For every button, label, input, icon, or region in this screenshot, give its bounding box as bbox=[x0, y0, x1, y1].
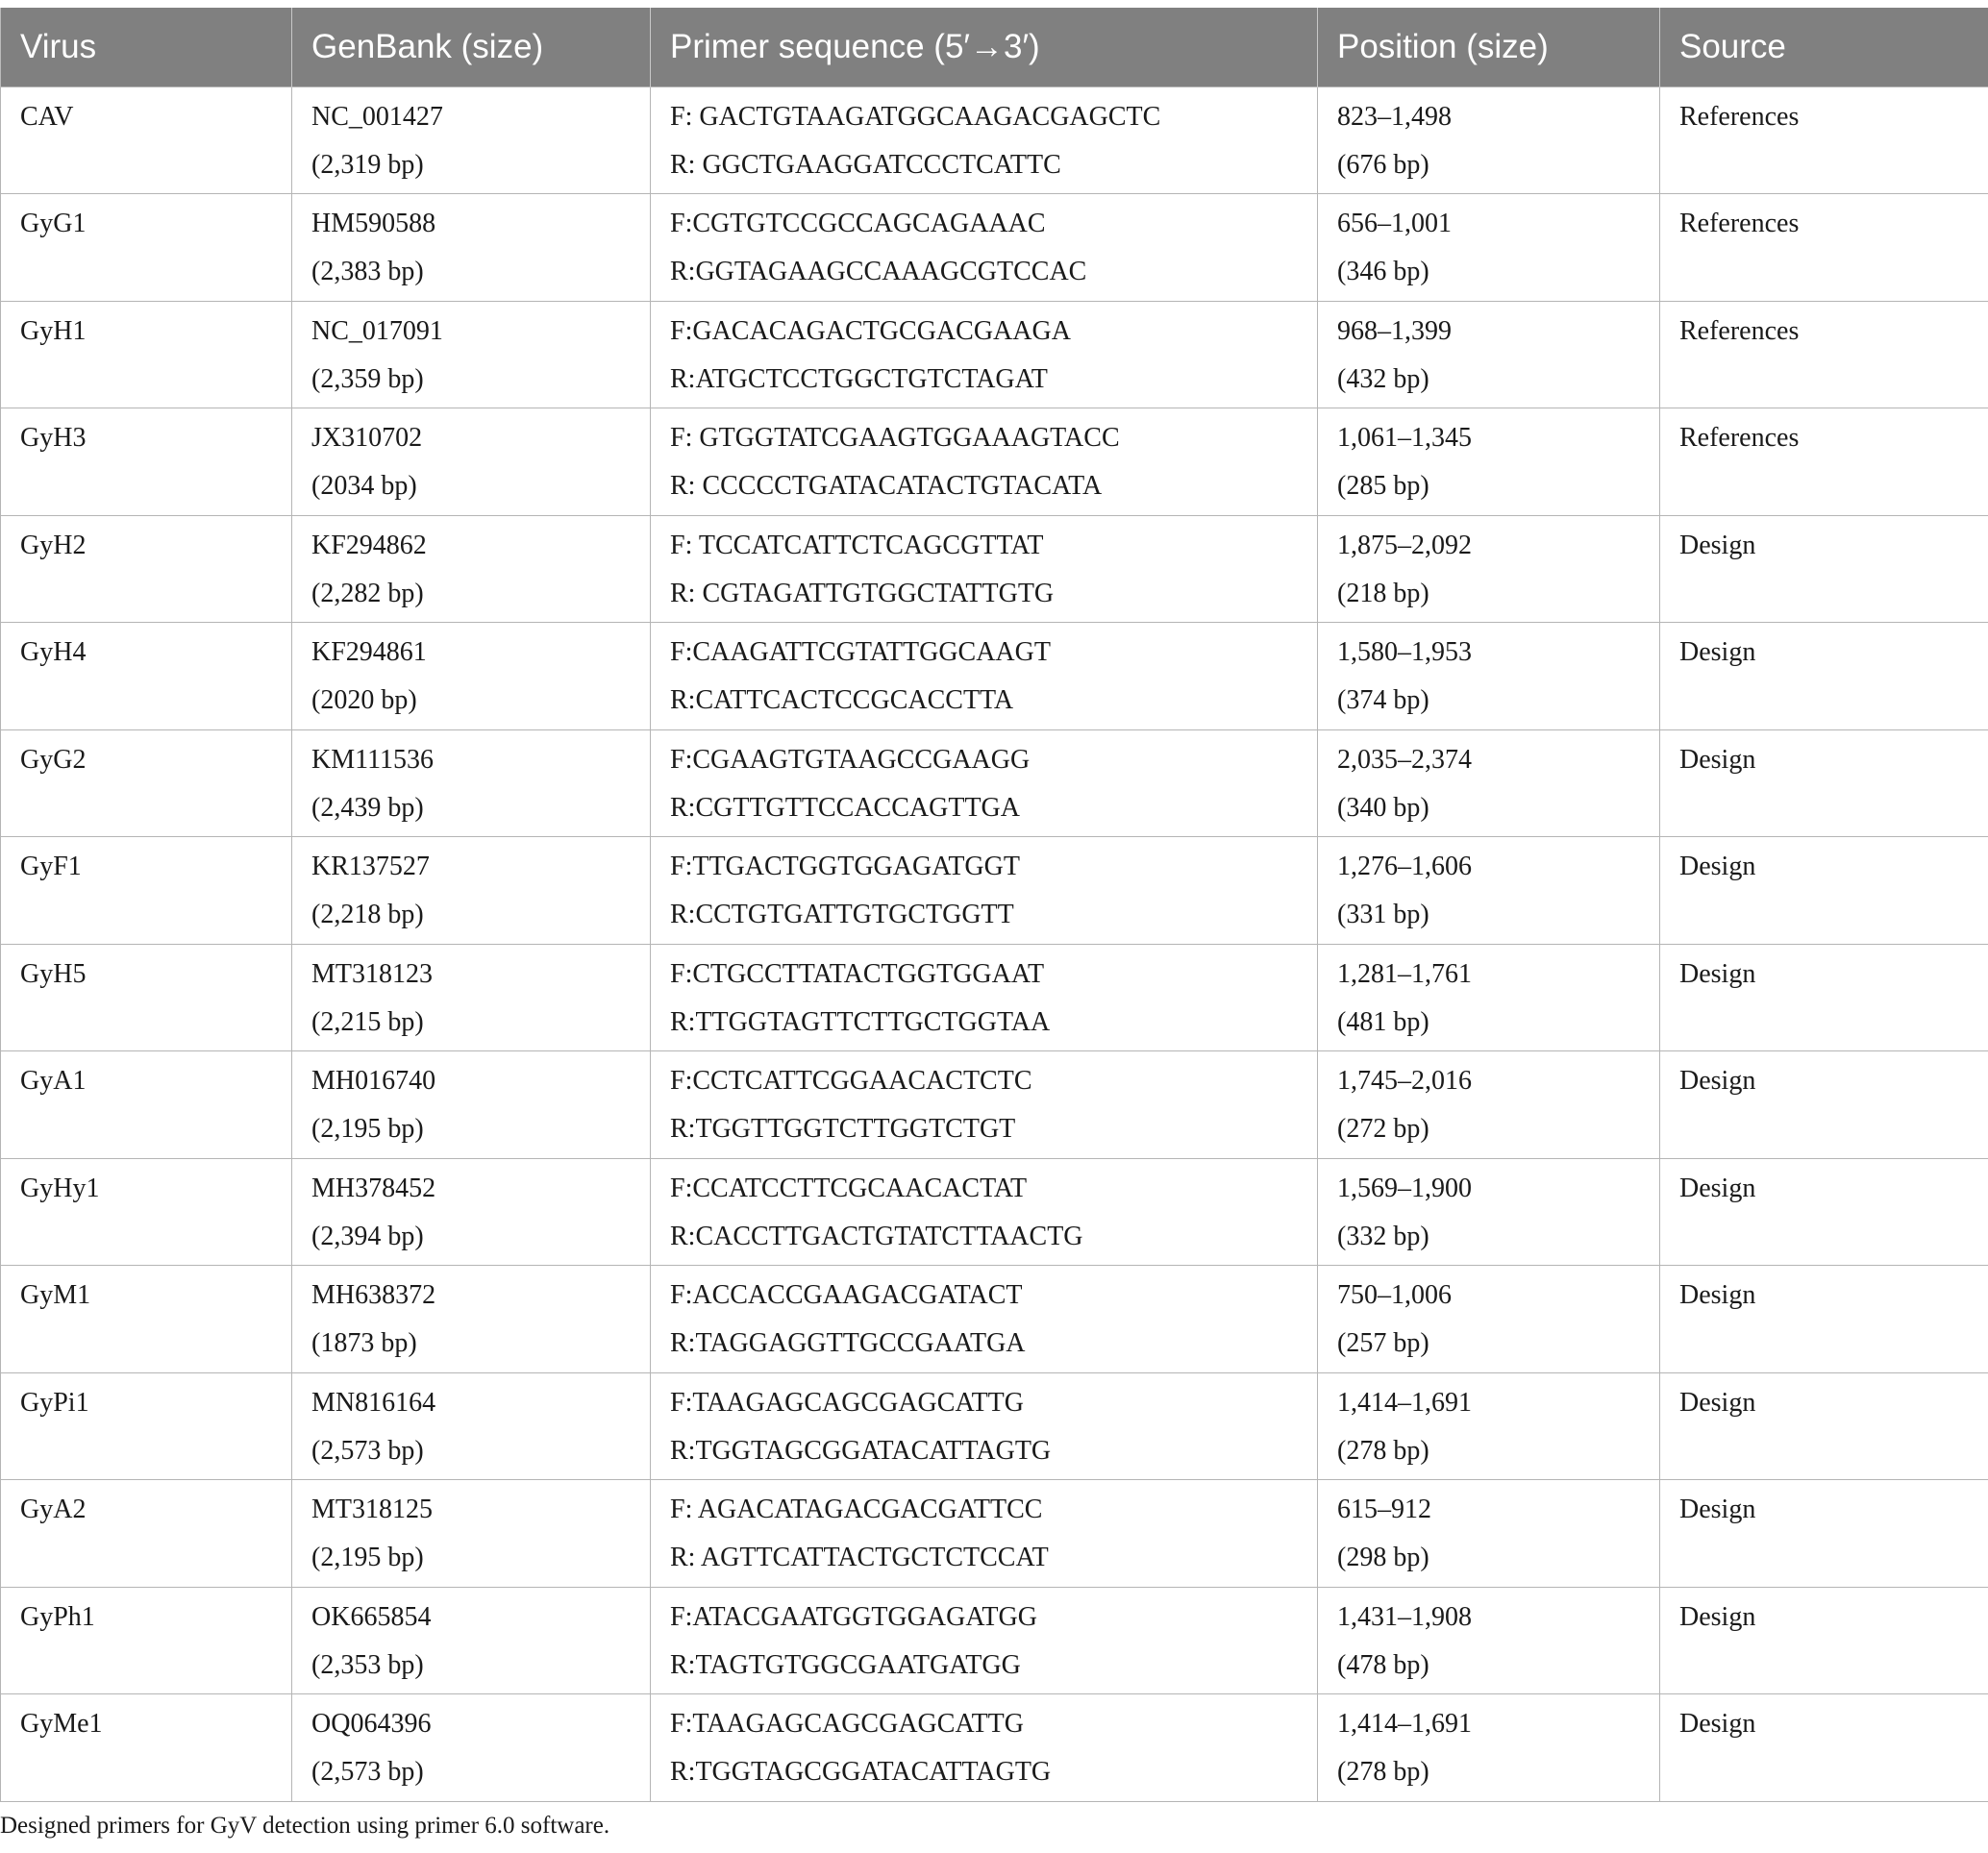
cell-source bbox=[1660, 86, 1988, 194]
cell-virus bbox=[1, 1158, 292, 1266]
cell-position bbox=[1318, 623, 1660, 730]
virus-name: GyPi1 bbox=[20, 1387, 89, 1418]
cell-position bbox=[1318, 408, 1660, 516]
amplicon-size: (478 bp) bbox=[1337, 1649, 1429, 1680]
header-row bbox=[1, 8, 1988, 86]
amplicon-size: (285 bp) bbox=[1337, 471, 1429, 501]
virus-name: GyHy1 bbox=[20, 1173, 100, 1203]
primer-forward: F: TCCATCATTCTCAGCGTTAT bbox=[670, 530, 1044, 560]
cell-genbank bbox=[292, 301, 651, 408]
genome-size: (2,218 bp) bbox=[311, 900, 424, 929]
position-range: 1,745–2,016 bbox=[1337, 1066, 1472, 1096]
virus-name: GyA2 bbox=[20, 1495, 87, 1524]
cell-position bbox=[1318, 1480, 1660, 1588]
virus-name: GyH4 bbox=[20, 637, 87, 667]
position-range: 1,414–1,691 bbox=[1337, 1709, 1472, 1739]
primer-reverse: R:ATGCTCCTGGCTGTCTAGAT bbox=[670, 363, 1048, 394]
position-range: 1,580–1,953 bbox=[1337, 637, 1472, 667]
primer-forward: F: GTGGTATCGAAGTGGAAAGTACC bbox=[670, 423, 1120, 453]
position-range: 1,281–1,761 bbox=[1337, 958, 1472, 989]
virus-name: GyM1 bbox=[20, 1280, 91, 1310]
cell-source bbox=[1660, 1051, 1988, 1159]
position-range: 1,431–1,908 bbox=[1337, 1601, 1472, 1632]
cell-primer-sequence bbox=[651, 944, 1318, 1051]
genbank-accession: MT318123 bbox=[311, 958, 433, 989]
cell-position bbox=[1318, 1158, 1660, 1266]
primer-reverse: R:CATTCACTCCGCACCTTA bbox=[670, 685, 1014, 715]
cell-genbank bbox=[292, 1694, 651, 1802]
position-range: 1,061–1,345 bbox=[1337, 423, 1472, 453]
cell-position bbox=[1318, 515, 1660, 623]
cell-primer-sequence bbox=[651, 194, 1318, 302]
cell-source bbox=[1660, 1480, 1988, 1588]
cell-position bbox=[1318, 1694, 1660, 1802]
primer-table bbox=[0, 8, 1988, 1802]
table-header bbox=[1, 8, 1988, 86]
table-row bbox=[1, 1266, 1988, 1373]
virus-name: GyH5 bbox=[20, 958, 87, 989]
primer-reverse: R:TGGTTGGTCTTGGTCTGT bbox=[670, 1114, 1016, 1144]
genome-size: (2,319 bp) bbox=[311, 149, 424, 180]
primer-forward: F: GACTGTAAGATGGCAAGACGAGCTC bbox=[670, 101, 1161, 132]
genome-size: (2,282 bp) bbox=[311, 578, 424, 608]
header-source: Source bbox=[1660, 8, 1988, 86]
genbank-accession: MT318125 bbox=[311, 1495, 433, 1524]
amplicon-size: (332 bp) bbox=[1337, 1221, 1429, 1251]
cell-position bbox=[1318, 301, 1660, 408]
genome-size: (2,195 bp) bbox=[311, 1114, 424, 1144]
table-row bbox=[1, 1051, 1988, 1159]
cell-position bbox=[1318, 729, 1660, 837]
cell-position bbox=[1318, 86, 1660, 194]
virus-name: GyF1 bbox=[20, 852, 82, 881]
table-row bbox=[1, 1158, 1988, 1266]
primer-reverse: R:TGGTAGCGGATACATTAGTG bbox=[670, 1435, 1052, 1466]
position-range: 1,569–1,900 bbox=[1337, 1173, 1472, 1203]
genome-size: (2,573 bp) bbox=[311, 1435, 424, 1466]
genbank-accession: MN816164 bbox=[311, 1387, 436, 1418]
genome-size: (2,215 bp) bbox=[311, 1006, 424, 1037]
position-range: 750–1,006 bbox=[1337, 1280, 1452, 1310]
amplicon-size: (374 bp) bbox=[1337, 685, 1429, 715]
cell-genbank bbox=[292, 1266, 651, 1373]
genbank-accession: MH378452 bbox=[311, 1173, 436, 1203]
cell-primer-sequence bbox=[651, 729, 1318, 837]
cell-primer-sequence bbox=[651, 1051, 1318, 1159]
cell-virus bbox=[1, 1480, 292, 1588]
source-label: References bbox=[1679, 423, 1800, 453]
header-primer-sequence: Primer sequence (5′→3′) bbox=[651, 8, 1318, 86]
genome-size: (2,383 bp) bbox=[311, 257, 424, 286]
cell-source bbox=[1660, 1587, 1988, 1694]
genbank-accession: KR137527 bbox=[311, 852, 430, 881]
primer-reverse: R: GGCTGAAGGATCCCTCATTC bbox=[670, 149, 1061, 180]
amplicon-size: (218 bp) bbox=[1337, 578, 1429, 608]
position-range: 1,875–2,092 bbox=[1337, 530, 1472, 560]
position-range: 656–1,001 bbox=[1337, 209, 1452, 238]
cell-primer-sequence bbox=[651, 515, 1318, 623]
cell-source bbox=[1660, 301, 1988, 408]
primer-reverse: R: CGTAGATTGTGGCTATTGTG bbox=[670, 578, 1055, 608]
genbank-accession: KF294862 bbox=[311, 530, 427, 560]
amplicon-size: (257 bp) bbox=[1337, 1328, 1429, 1358]
source-label: Design bbox=[1679, 1280, 1756, 1310]
source-label: Design bbox=[1679, 852, 1756, 881]
cell-genbank bbox=[292, 194, 651, 302]
genbank-accession: MH638372 bbox=[311, 1280, 436, 1310]
cell-genbank bbox=[292, 408, 651, 516]
virus-name: GyG2 bbox=[20, 744, 87, 775]
amplicon-size: (481 bp) bbox=[1337, 1006, 1429, 1037]
cell-source bbox=[1660, 837, 1988, 945]
cell-primer-sequence bbox=[651, 837, 1318, 945]
cell-source bbox=[1660, 408, 1988, 516]
cell-primer-sequence bbox=[651, 1158, 1318, 1266]
position-range: 968–1,399 bbox=[1337, 315, 1452, 346]
primer-reverse: R: AGTTCATTACTGCTCTCCAT bbox=[670, 1543, 1049, 1572]
cell-genbank bbox=[292, 1480, 651, 1588]
amplicon-size: (676 bp) bbox=[1337, 149, 1429, 180]
cell-primer-sequence bbox=[651, 1372, 1318, 1480]
cell-genbank bbox=[292, 623, 651, 730]
cell-virus bbox=[1, 408, 292, 516]
genbank-accession: KM111536 bbox=[311, 744, 435, 775]
table-footnote: Designed primers for GyV detection using primer 6.0 software. bbox=[0, 1813, 610, 1839]
cell-source bbox=[1660, 1372, 1988, 1480]
source-label: Design bbox=[1679, 530, 1756, 560]
cell-virus bbox=[1, 1587, 292, 1694]
amplicon-size: (346 bp) bbox=[1337, 257, 1429, 286]
cell-virus bbox=[1, 623, 292, 730]
cell-primer-sequence bbox=[651, 301, 1318, 408]
cell-genbank bbox=[292, 837, 651, 945]
amplicon-size: (272 bp) bbox=[1337, 1114, 1429, 1144]
genome-size: (2020 bp) bbox=[311, 685, 417, 715]
cell-position bbox=[1318, 1587, 1660, 1694]
cell-virus bbox=[1, 1694, 292, 1802]
table-row bbox=[1, 1694, 1988, 1802]
cell-source bbox=[1660, 1266, 1988, 1373]
cell-primer-sequence bbox=[651, 86, 1318, 194]
genbank-accession: NC_017091 bbox=[311, 315, 443, 346]
position-range: 1,276–1,606 bbox=[1337, 852, 1472, 881]
cell-genbank bbox=[292, 86, 651, 194]
genome-size: (2034 bp) bbox=[311, 471, 417, 501]
source-label: Design bbox=[1679, 1709, 1756, 1739]
header-genbank: GenBank (size) bbox=[292, 8, 651, 86]
primer-reverse: R:GGTAGAAGCCAAAGCGTCCAC bbox=[670, 257, 1087, 286]
cell-virus bbox=[1, 194, 292, 302]
cell-primer-sequence bbox=[651, 1587, 1318, 1694]
genome-size: (2,573 bp) bbox=[311, 1757, 424, 1787]
cell-genbank bbox=[292, 1372, 651, 1480]
cell-position bbox=[1318, 1372, 1660, 1480]
cell-source bbox=[1660, 623, 1988, 730]
primer-forward: F:GACACAGACTGCGACGAAGA bbox=[670, 315, 1071, 346]
genbank-accession: JX310702 bbox=[311, 423, 423, 453]
position-range: 615–912 bbox=[1337, 1495, 1431, 1524]
table-row bbox=[1, 194, 1988, 302]
source-label: Design bbox=[1679, 637, 1756, 667]
primer-forward: F:ACCACCGAAGACGATACT bbox=[670, 1280, 1023, 1310]
cell-virus bbox=[1, 1051, 292, 1159]
genbank-accession: KF294861 bbox=[311, 637, 427, 667]
table-row bbox=[1, 408, 1988, 516]
cell-position bbox=[1318, 944, 1660, 1051]
cell-primer-sequence bbox=[651, 1480, 1318, 1588]
primer-forward: F:CCTCATTCGGAACACTCTC bbox=[670, 1066, 1032, 1096]
cell-genbank bbox=[292, 729, 651, 837]
cell-virus bbox=[1, 1372, 292, 1480]
virus-name: GyG1 bbox=[20, 209, 87, 238]
source-label: Design bbox=[1679, 1601, 1756, 1632]
table-row bbox=[1, 944, 1988, 1051]
cell-source bbox=[1660, 1694, 1988, 1802]
genome-size: (2,394 bp) bbox=[311, 1221, 424, 1251]
primer-forward: F:CGTGTCCGCCAGCAGAAAC bbox=[670, 209, 1046, 238]
genome-size: (2,359 bp) bbox=[311, 363, 424, 394]
cell-genbank bbox=[292, 1587, 651, 1694]
table-body bbox=[1, 86, 1988, 1801]
genome-size: (2,353 bp) bbox=[311, 1649, 424, 1680]
source-label: Design bbox=[1679, 1066, 1756, 1096]
cell-virus bbox=[1, 1266, 292, 1373]
table-row bbox=[1, 623, 1988, 730]
virus-name: GyA1 bbox=[20, 1066, 87, 1096]
cell-virus bbox=[1, 729, 292, 837]
header-virus: Virus bbox=[1, 8, 292, 86]
primer-forward: F:CGAAGTGTAAGCCGAAGG bbox=[670, 744, 1031, 775]
primer-forward: F:CCATCCTTCGCAACACTAT bbox=[670, 1173, 1028, 1203]
source-label: Design bbox=[1679, 958, 1756, 989]
primer-reverse: R:CCTGTGATTGTGCTGGTT bbox=[670, 900, 1014, 929]
source-label: Design bbox=[1679, 744, 1756, 775]
virus-name: GyMe1 bbox=[20, 1709, 103, 1739]
cell-primer-sequence bbox=[651, 623, 1318, 730]
genbank-accession: OK665854 bbox=[311, 1601, 432, 1632]
primer-reverse: R:TGGTAGCGGATACATTAGTG bbox=[670, 1757, 1052, 1787]
primer-forward: F:TTGACTGGTGGAGATGGT bbox=[670, 852, 1020, 881]
cell-primer-sequence bbox=[651, 408, 1318, 516]
cell-primer-sequence bbox=[651, 1694, 1318, 1802]
genbank-accession: OQ064396 bbox=[311, 1709, 432, 1739]
cell-source bbox=[1660, 1158, 1988, 1266]
cell-genbank bbox=[292, 515, 651, 623]
cell-genbank bbox=[292, 1051, 651, 1159]
virus-name: CAV bbox=[20, 101, 74, 132]
primer-forward: F:TAAGAGCAGCGAGCATTG bbox=[670, 1387, 1024, 1418]
header-position: Position (size) bbox=[1318, 8, 1660, 86]
position-range: 2,035–2,374 bbox=[1337, 744, 1472, 775]
source-label: Design bbox=[1679, 1387, 1756, 1418]
source-label: Design bbox=[1679, 1495, 1756, 1524]
cell-virus bbox=[1, 837, 292, 945]
table-row bbox=[1, 729, 1988, 837]
genome-size: (2,439 bp) bbox=[311, 792, 424, 823]
primer-reverse: R:CACCTTGACTGTATCTTAACTG bbox=[670, 1221, 1083, 1251]
virus-name: GyPh1 bbox=[20, 1601, 95, 1632]
cell-source bbox=[1660, 729, 1988, 837]
source-label: References bbox=[1679, 101, 1800, 132]
primer-forward: F:ATACGAATGGTGGAGATGG bbox=[670, 1601, 1037, 1632]
primer-table-container bbox=[0, 8, 1988, 1802]
amplicon-size: (340 bp) bbox=[1337, 792, 1429, 823]
virus-name: GyH3 bbox=[20, 423, 87, 453]
cell-virus bbox=[1, 301, 292, 408]
cell-genbank bbox=[292, 944, 651, 1051]
cell-virus bbox=[1, 515, 292, 623]
amplicon-size: (278 bp) bbox=[1337, 1435, 1429, 1466]
table-row bbox=[1, 1587, 1988, 1694]
primer-forward: F:TAAGAGCAGCGAGCATTG bbox=[670, 1709, 1024, 1739]
virus-name: GyH2 bbox=[20, 530, 87, 560]
primer-reverse: R:TTGGTAGTTCTTGCTGGTAA bbox=[670, 1006, 1051, 1037]
primer-forward: F:CTGCCTTATACTGGTGGAAT bbox=[670, 958, 1045, 989]
cell-genbank bbox=[292, 1158, 651, 1266]
cell-position bbox=[1318, 1051, 1660, 1159]
cell-source bbox=[1660, 194, 1988, 302]
amplicon-size: (278 bp) bbox=[1337, 1757, 1429, 1787]
table-row bbox=[1, 1480, 1988, 1588]
genbank-accession: MH016740 bbox=[311, 1066, 436, 1096]
cell-virus bbox=[1, 86, 292, 194]
table-row bbox=[1, 86, 1988, 194]
position-range: 1,414–1,691 bbox=[1337, 1387, 1472, 1418]
table-row bbox=[1, 515, 1988, 623]
table-row bbox=[1, 301, 1988, 408]
genbank-accession: HM590588 bbox=[311, 209, 436, 238]
table-row bbox=[1, 837, 1988, 945]
cell-primer-sequence bbox=[651, 1266, 1318, 1373]
genome-size: (2,195 bp) bbox=[311, 1543, 424, 1572]
cell-position bbox=[1318, 1266, 1660, 1373]
genbank-accession: NC_001427 bbox=[311, 101, 443, 132]
primer-reverse: R: CCCCCTGATACATACTGTACATA bbox=[670, 471, 1103, 501]
source-label: Design bbox=[1679, 1173, 1756, 1203]
cell-position bbox=[1318, 837, 1660, 945]
amplicon-size: (432 bp) bbox=[1337, 363, 1429, 394]
cell-position bbox=[1318, 194, 1660, 302]
primer-reverse: R:TAGGAGGTTGCCGAATGA bbox=[670, 1328, 1026, 1358]
table-row bbox=[1, 1372, 1988, 1480]
primer-forward: F: AGACATAGACGACGATTCC bbox=[670, 1495, 1043, 1524]
primer-forward: F:CAAGATTCGTATTGGCAAGT bbox=[670, 637, 1051, 667]
cell-virus bbox=[1, 944, 292, 1051]
position-range: 823–1,498 bbox=[1337, 101, 1452, 132]
source-label: References bbox=[1679, 315, 1800, 346]
cell-source bbox=[1660, 944, 1988, 1051]
source-label: References bbox=[1679, 209, 1800, 238]
amplicon-size: (331 bp) bbox=[1337, 900, 1429, 929]
primer-reverse: R:CGTTGTTCCACCAGTTGA bbox=[670, 792, 1020, 823]
virus-name: GyH1 bbox=[20, 315, 87, 346]
primer-reverse: R:TAGTGTGGCGAATGATGG bbox=[670, 1649, 1021, 1680]
amplicon-size: (298 bp) bbox=[1337, 1543, 1429, 1572]
genome-size: (1873 bp) bbox=[311, 1328, 417, 1358]
cell-source bbox=[1660, 515, 1988, 623]
